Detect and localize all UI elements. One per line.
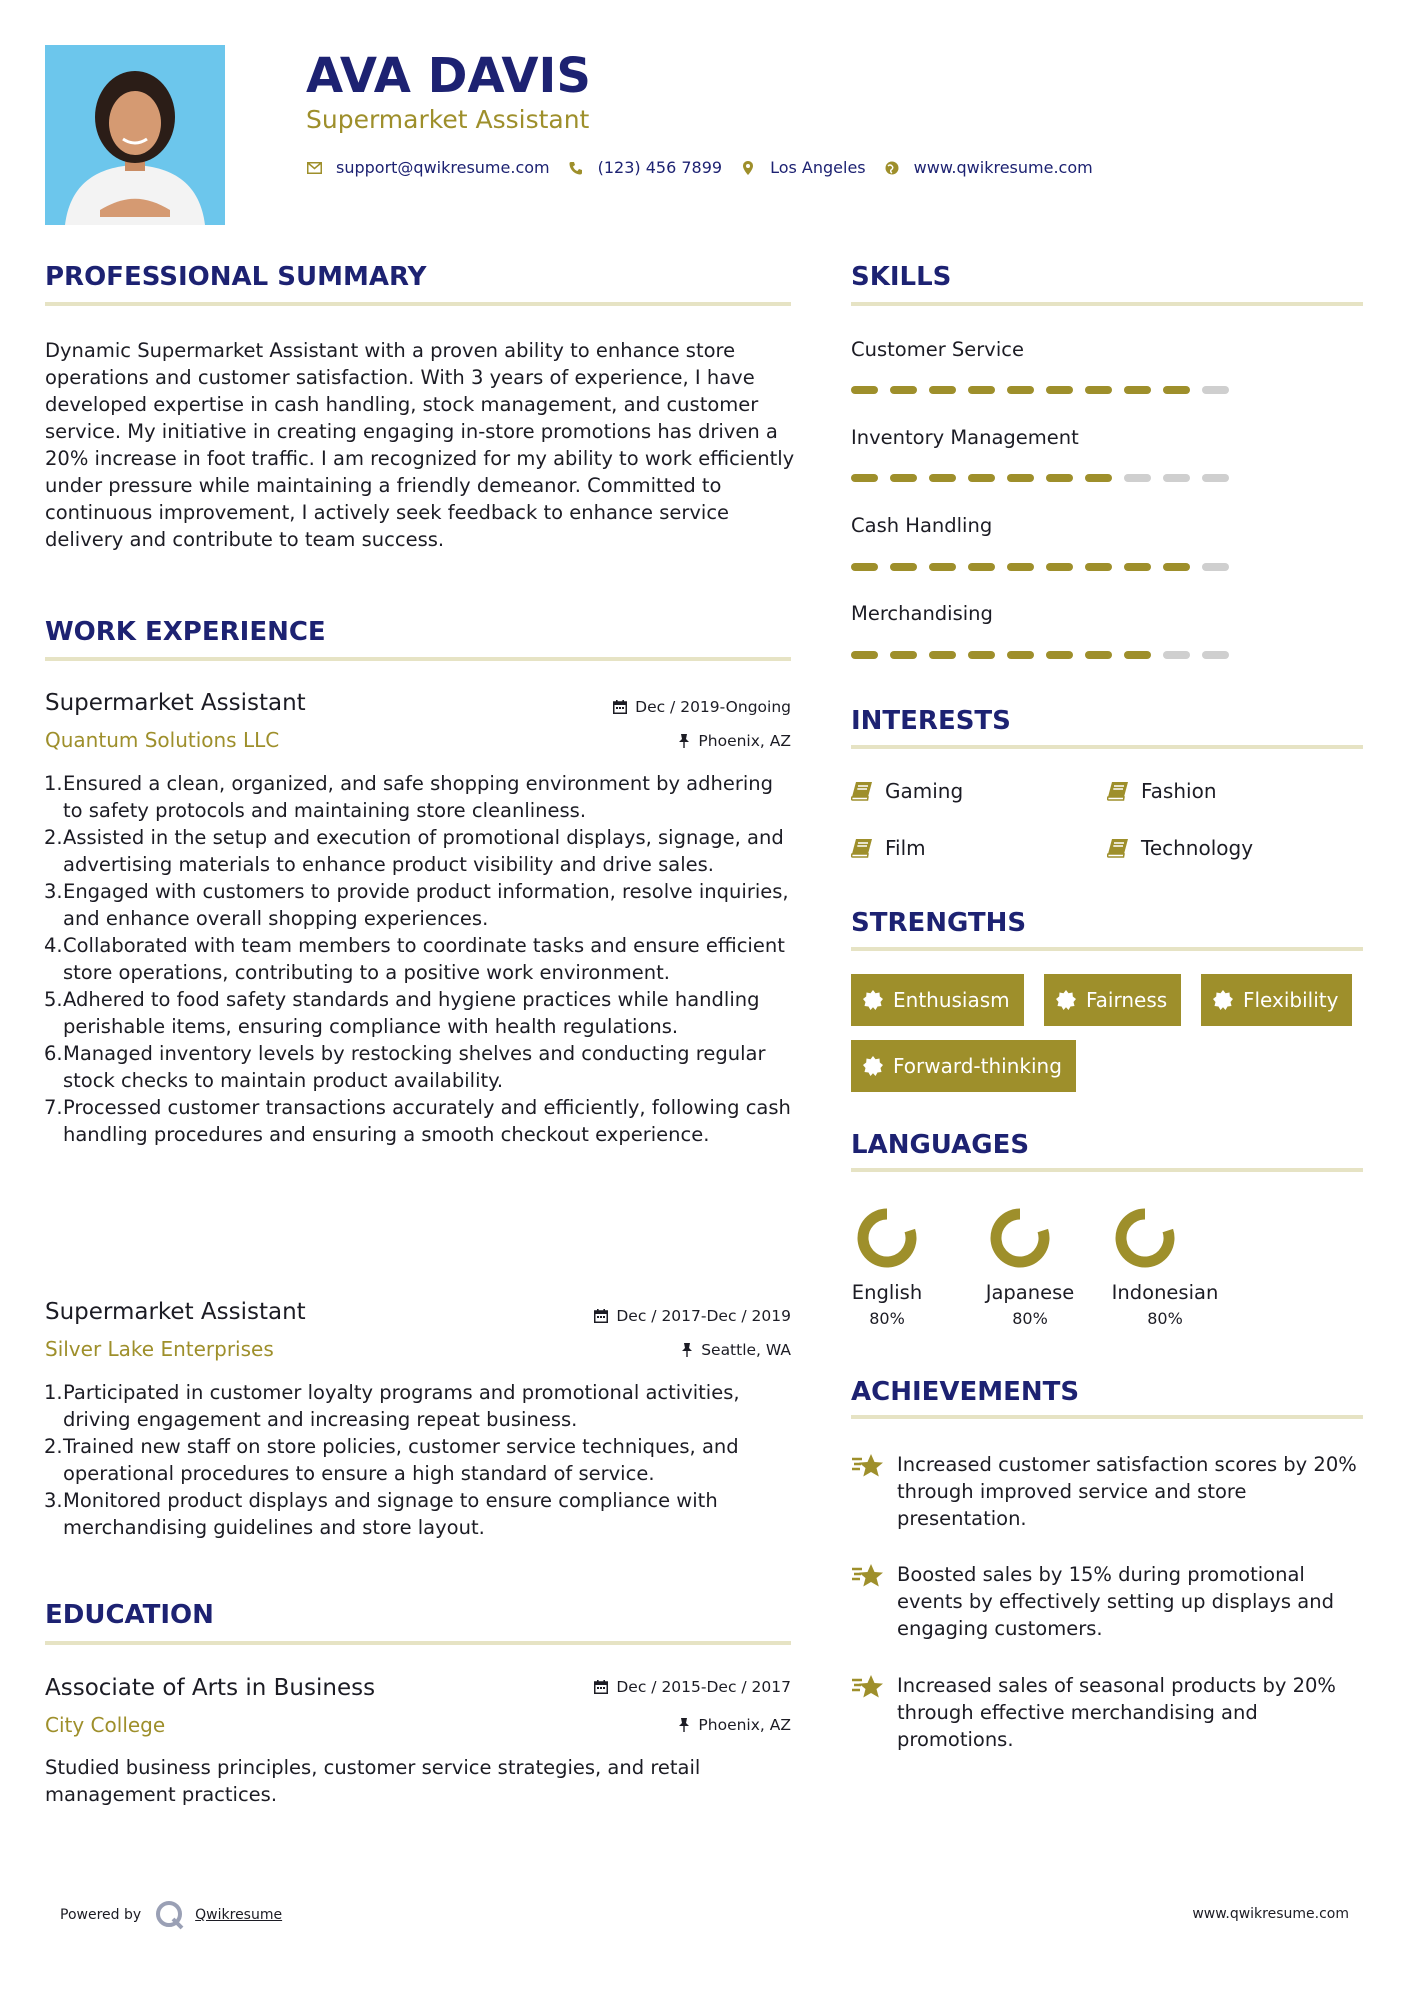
calendar-icon bbox=[594, 1309, 608, 1323]
phone-icon bbox=[568, 160, 584, 176]
skill-dash bbox=[1007, 386, 1034, 394]
interest-item bbox=[851, 836, 926, 860]
strength-label: Fairness bbox=[1086, 988, 1168, 1012]
education-heading: EDUCATION bbox=[45, 1600, 214, 1630]
achievements-heading: ACHIEVEMENTS bbox=[851, 1377, 1080, 1407]
strength-label: Forward-thinking bbox=[893, 1054, 1062, 1078]
list-item: 7. Processed customer transactions accurately and efficiently, following cash handling procedures and ensuring a smooth checkout experience. bbox=[44, 1096, 791, 1146]
footer-url[interactable]: www.qwikresume.com bbox=[1192, 1906, 1349, 1922]
contact-bar bbox=[306, 158, 1111, 177]
pushpin-icon bbox=[678, 734, 690, 748]
skill-dash bbox=[1163, 651, 1190, 659]
badge-icon bbox=[1213, 990, 1233, 1010]
skill-dash bbox=[1046, 474, 1073, 482]
list-item: 2. Assisted in the setup and execution of promotional displays, signage, and advertising materials to enhance product visibility and drive sales. bbox=[44, 826, 784, 876]
book-icon bbox=[1107, 838, 1129, 858]
interest-label: Gaming bbox=[885, 779, 964, 803]
powered-by-label: Powered by bbox=[60, 1907, 142, 1923]
job-location-text: Phoenix, AZ bbox=[698, 732, 791, 750]
strength-tag bbox=[851, 974, 1024, 1026]
skill-rating-bar bbox=[851, 474, 1229, 482]
school-name: City College bbox=[45, 1713, 166, 1737]
summary-heading: PROFESSIONAL SUMMARY bbox=[45, 262, 427, 292]
skill-dash bbox=[968, 563, 995, 571]
calendar-icon bbox=[594, 1680, 608, 1694]
star-icon bbox=[851, 1451, 897, 1532]
profile-photo bbox=[45, 45, 225, 225]
achievement-text: Increased sales of seasonal products by 20% through effective merchandising and promotions. bbox=[897, 1674, 1336, 1751]
envelope-icon bbox=[306, 160, 322, 176]
achievement-item bbox=[851, 1672, 1365, 1753]
languages-rule bbox=[851, 1168, 1363, 1172]
list-item: 1. Participated in customer loyalty programs and promotional activities, driving engagement and increasing repeat business. bbox=[44, 1381, 740, 1431]
job-dates-text: Dec / 2017-Dec / 2019 bbox=[616, 1307, 791, 1325]
skill-dash bbox=[1202, 474, 1229, 482]
skill-dash bbox=[890, 651, 917, 659]
book-icon bbox=[1107, 781, 1129, 801]
job-location-text: Seattle, WA bbox=[701, 1341, 791, 1359]
skill-dash bbox=[1085, 474, 1112, 482]
skill-name: Merchandising bbox=[851, 602, 993, 625]
job-bullets bbox=[45, 1379, 797, 1541]
skill-dash bbox=[851, 563, 878, 571]
star-icon bbox=[851, 1561, 897, 1642]
map-pin-icon bbox=[740, 160, 756, 176]
skill-name: Inventory Management bbox=[851, 426, 1079, 449]
skill-rating-bar bbox=[851, 563, 1229, 571]
contact-email[interactable]: support@qwikresume.com bbox=[336, 158, 550, 177]
star-icon bbox=[851, 1672, 897, 1753]
skill-dash bbox=[1124, 563, 1151, 571]
language-name: Indonesian bbox=[1111, 1281, 1219, 1304]
interest-item bbox=[851, 779, 963, 803]
skill-dash bbox=[929, 474, 956, 482]
degree-title: Associate of Arts in Business bbox=[45, 1675, 376, 1701]
skill-dash bbox=[1202, 386, 1229, 394]
skill-dash bbox=[929, 651, 956, 659]
skill-dash bbox=[1085, 651, 1112, 659]
interest-item bbox=[1107, 836, 1253, 860]
language-name: Japanese bbox=[985, 1281, 1075, 1304]
book-icon bbox=[851, 838, 873, 858]
job-bullets bbox=[45, 770, 797, 1148]
education-dates-text: Dec / 2015-Dec / 2017 bbox=[616, 1678, 791, 1696]
skill-dash bbox=[851, 651, 878, 659]
badge-icon bbox=[1056, 990, 1076, 1010]
language-ring bbox=[854, 1205, 920, 1271]
skill-dash bbox=[929, 563, 956, 571]
skills-heading: SKILLS bbox=[851, 262, 952, 292]
job-dates-text: Dec / 2019-Ongoing bbox=[635, 698, 791, 716]
summary-rule bbox=[45, 302, 791, 306]
skill-dash bbox=[1202, 563, 1229, 571]
badge-icon bbox=[863, 1056, 883, 1076]
education-description: Studied business principles, customer service strategies, and retail management practices. bbox=[45, 1756, 701, 1806]
footer-powered-by bbox=[60, 1900, 282, 1930]
qwikresume-logo-icon bbox=[155, 1900, 185, 1930]
education-dates bbox=[594, 1678, 791, 1696]
skill-dash bbox=[851, 386, 878, 394]
job-title: Supermarket Assistant bbox=[45, 690, 306, 716]
list-item: 1. Ensured a clean, organized, and safe shopping environment by adhering to safety protocols and maintaining store cleanliness. bbox=[44, 772, 774, 822]
badge-icon bbox=[863, 990, 883, 1010]
globe-icon bbox=[884, 160, 900, 176]
language-item bbox=[1106, 1205, 1224, 1328]
language-ring bbox=[1112, 1205, 1178, 1271]
achievement-item bbox=[851, 1451, 1365, 1532]
interests-heading: INTERESTS bbox=[851, 706, 1011, 736]
education-rule bbox=[45, 1641, 791, 1645]
skill-dash bbox=[1046, 651, 1073, 659]
list-item: 5. Adhered to food safety standards and hygiene practices while handling perishable items, ensuring compliance with health regulations. bbox=[44, 988, 760, 1038]
contact-website[interactable]: www.qwikresume.com bbox=[913, 158, 1093, 177]
job-location bbox=[681, 1341, 791, 1359]
list-item: 3. Engaged with customers to provide product information, resolve inquiries, and enhance overall shopping experiences. bbox=[44, 880, 789, 930]
skill-dash bbox=[968, 386, 995, 394]
skill-rating-bar bbox=[851, 386, 1229, 394]
job-company: Silver Lake Enterprises bbox=[45, 1337, 274, 1361]
language-name: English bbox=[851, 1281, 923, 1304]
list-item: 2. Trained new staff on store policies, customer service techniques, and operational procedures to ensure a high standard of service. bbox=[44, 1435, 739, 1485]
achievement-text: Increased customer satisfaction scores by 20% through improved service and store presentation. bbox=[897, 1453, 1357, 1530]
skill-dash bbox=[1046, 563, 1073, 571]
job-company: Quantum Solutions LLC bbox=[45, 728, 280, 752]
summary-text: Dynamic Supermarket Assistant with a proven ability to enhance store operations and customer satisfaction. With 3 years of experience, I have developed expertise in cash handling, stock management, and customer service. My initiative in creating engaging in-store promotions has driven a 20% increase in foot traffic. I am recognized for my ability to work efficiently under pressure while maintaining a friendly demeanor. Committed to continuous improvement, I actively seek feedback to enhance service delivery and contribute to team success. bbox=[45, 339, 795, 551]
skill-dash bbox=[1046, 386, 1073, 394]
skill-name: Cash Handling bbox=[851, 514, 993, 537]
skill-dash bbox=[929, 386, 956, 394]
experience-rule bbox=[45, 657, 791, 661]
interests-rule bbox=[851, 745, 1363, 749]
achievements-rule bbox=[851, 1415, 1363, 1419]
achievement-text: Boosted sales by 15% during promotional events by effectively setting up displays and engaging customers. bbox=[897, 1563, 1334, 1640]
skill-dash bbox=[1007, 651, 1034, 659]
language-item bbox=[978, 1205, 1082, 1328]
interest-label: Film bbox=[885, 836, 926, 860]
job-title: Supermarket Assistant bbox=[45, 1299, 306, 1325]
skill-dash bbox=[1163, 563, 1190, 571]
job-dates bbox=[594, 1307, 791, 1325]
interest-label: Fashion bbox=[1141, 779, 1217, 803]
skill-dash bbox=[1124, 386, 1151, 394]
skills-rule bbox=[851, 302, 1363, 306]
language-item bbox=[851, 1205, 923, 1328]
skill-dash bbox=[1007, 563, 1034, 571]
skill-rating-bar bbox=[851, 651, 1229, 659]
job-location bbox=[678, 732, 791, 750]
skill-dash bbox=[890, 563, 917, 571]
skill-dash bbox=[1085, 386, 1112, 394]
education-location-text: Phoenix, AZ bbox=[698, 1716, 791, 1734]
skill-dash bbox=[1085, 563, 1112, 571]
skill-dash bbox=[851, 474, 878, 482]
language-percent: 80% bbox=[1012, 1309, 1048, 1328]
list-item: 4. Collaborated with team members to coordinate tasks and ensure efficient store operations, contributing to a positive work environment. bbox=[44, 934, 785, 984]
pushpin-icon bbox=[678, 1718, 690, 1732]
languages-heading: LANGUAGES bbox=[851, 1130, 1030, 1160]
achievement-item bbox=[851, 1561, 1365, 1642]
skill-dash bbox=[1163, 474, 1190, 482]
skill-dash bbox=[1124, 651, 1151, 659]
strength-tag bbox=[1044, 974, 1181, 1026]
strength-tag bbox=[851, 1040, 1076, 1092]
book-icon bbox=[851, 781, 873, 801]
skill-dash bbox=[1124, 474, 1151, 482]
skill-dash bbox=[890, 386, 917, 394]
calendar-icon bbox=[613, 700, 627, 714]
skill-dash bbox=[890, 474, 917, 482]
skill-dash bbox=[1202, 651, 1229, 659]
interest-label: Technology bbox=[1141, 836, 1254, 860]
skill-name: Customer Service bbox=[851, 338, 1024, 361]
skill-dash bbox=[968, 474, 995, 482]
skill-dash bbox=[968, 651, 995, 659]
pushpin-icon bbox=[681, 1343, 693, 1357]
list-item: 6. Managed inventory levels by restocking shelves and conducting regular stock checks to maintain product availability. bbox=[44, 1042, 766, 1092]
candidate-name: AVA DAVIS bbox=[306, 48, 591, 104]
skill-dash bbox=[1163, 386, 1190, 394]
skill-dash bbox=[1007, 474, 1034, 482]
interest-item bbox=[1107, 779, 1217, 803]
job-dates bbox=[613, 698, 791, 716]
strengths-heading: STRENGTHS bbox=[851, 908, 1027, 938]
education-location bbox=[678, 1716, 791, 1734]
contact-phone[interactable]: (123) 456 7899 bbox=[597, 158, 723, 177]
strength-label: Flexibility bbox=[1243, 988, 1339, 1012]
language-percent: 80% bbox=[869, 1309, 905, 1328]
brand-link[interactable]: Qwikresume bbox=[195, 1907, 283, 1923]
language-ring bbox=[987, 1205, 1053, 1271]
strength-tag bbox=[1201, 974, 1352, 1026]
experience-heading: WORK EXPERIENCE bbox=[45, 617, 326, 647]
list-item: 3. Monitored product displays and signage to ensure compliance with merchandising guidelines and store layout. bbox=[44, 1489, 718, 1539]
strength-label: Enthusiasm bbox=[893, 988, 1010, 1012]
contact-location: Los Angeles bbox=[770, 158, 866, 177]
strengths-rule bbox=[851, 947, 1363, 951]
language-percent: 80% bbox=[1147, 1309, 1183, 1328]
candidate-role: Supermarket Assistant bbox=[306, 105, 590, 134]
